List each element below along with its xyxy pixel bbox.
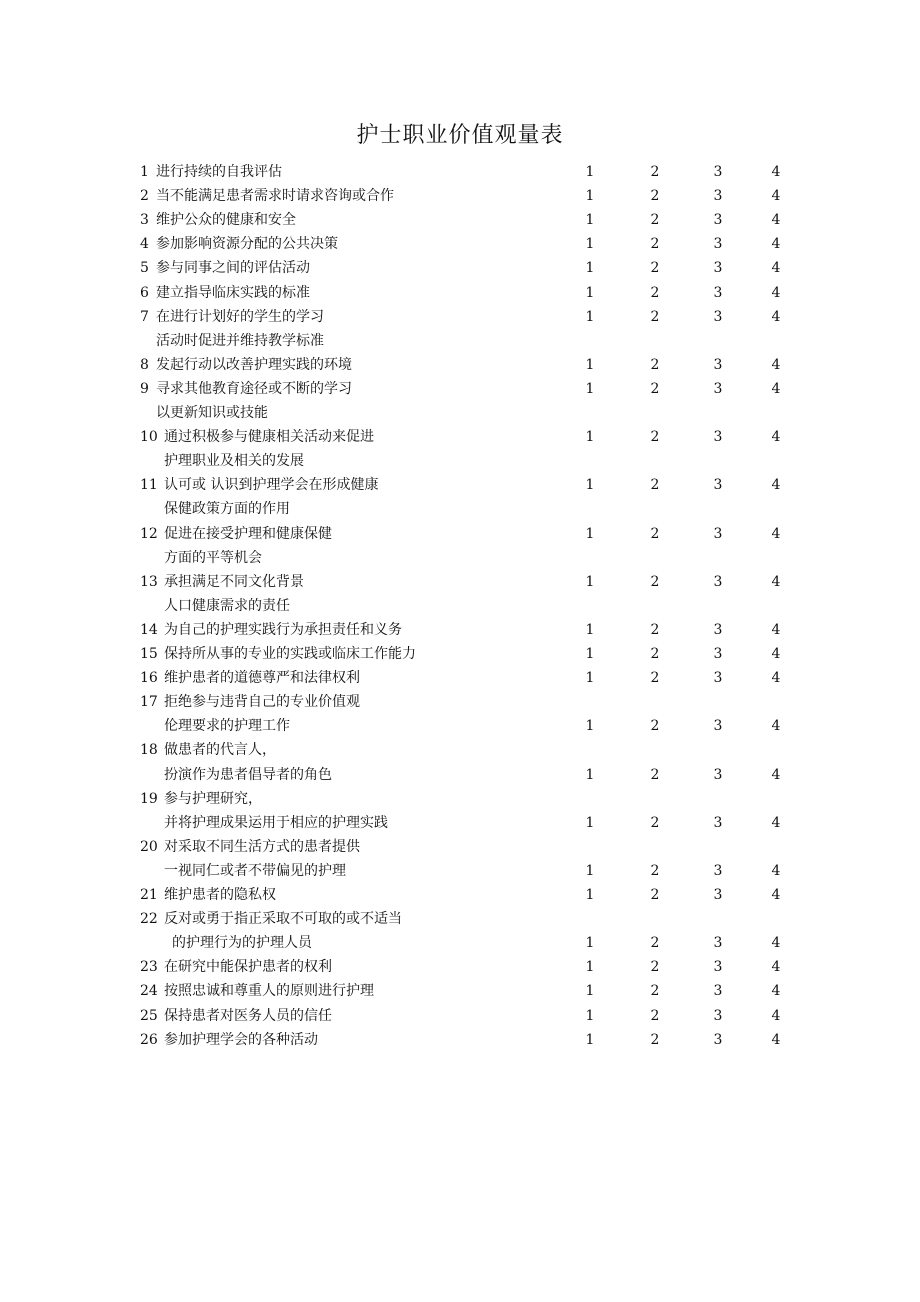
score-option-3[interactable]: 3 bbox=[713, 1031, 723, 1048]
item-row bbox=[0, 425, 920, 449]
item-text: 维护患者的道德尊严和法律权利 bbox=[164, 670, 360, 687]
score-option-4[interactable]: 4 bbox=[771, 477, 781, 494]
score-option-4[interactable]: 4 bbox=[771, 646, 781, 662]
item-row bbox=[0, 353, 920, 377]
score-option-3[interactable]: 3 bbox=[713, 718, 723, 735]
score-option-2[interactable]: 2 bbox=[650, 477, 660, 494]
item-text: 做患者的代言人， bbox=[164, 742, 276, 759]
item-number: 6 bbox=[140, 284, 149, 301]
item-text: 一视同仁或者不带偏见的护理 bbox=[164, 862, 346, 879]
score-option-3[interactable]: 3 bbox=[713, 260, 723, 277]
score-option-1[interactable]: 1 bbox=[585, 429, 595, 446]
score-option-1[interactable]: 1 bbox=[585, 959, 595, 976]
item-text: 参加影响资源分配的公共决策 bbox=[156, 236, 338, 253]
item-row bbox=[0, 449, 920, 473]
item-number: 22 bbox=[140, 911, 158, 928]
score-option-1[interactable]: 1 bbox=[585, 718, 595, 735]
score-option-2[interactable]: 2 bbox=[650, 621, 660, 638]
item-text: 的护理行为的护理人员 bbox=[172, 935, 312, 952]
item-text: 参加护理学会的各种活动 bbox=[164, 1031, 318, 1048]
score-option-4[interactable]: 4 bbox=[771, 525, 781, 542]
score-option-2[interactable]: 2 bbox=[650, 1007, 660, 1024]
score-option-4[interactable]: 4 bbox=[771, 188, 781, 205]
item-number: 26 bbox=[140, 1031, 158, 1048]
score-option-2[interactable]: 2 bbox=[650, 525, 660, 542]
score-option-4[interactable]: 4 bbox=[771, 573, 781, 590]
item-number: 14 bbox=[140, 621, 158, 638]
item-number: 19 bbox=[140, 790, 158, 807]
item-row bbox=[0, 690, 920, 714]
item-row bbox=[0, 787, 920, 811]
score-option-2[interactable]: 2 bbox=[650, 959, 660, 976]
score-option-4[interactable]: 4 bbox=[771, 260, 781, 277]
score-option-4[interactable]: 4 bbox=[771, 718, 781, 735]
item-text: 活动时促进并维持教学标准 bbox=[156, 332, 324, 349]
score-option-3[interactable]: 3 bbox=[713, 814, 723, 831]
score-option-4[interactable]: 4 bbox=[771, 935, 781, 952]
score-option-2[interactable]: 2 bbox=[650, 1031, 660, 1048]
item-row bbox=[0, 546, 920, 570]
score-option-1[interactable]: 1 bbox=[585, 814, 595, 831]
item-number: 15 bbox=[140, 646, 158, 662]
item-number: 9 bbox=[140, 380, 149, 397]
score-option-1[interactable]: 1 bbox=[585, 284, 595, 301]
item-row bbox=[0, 666, 920, 690]
score-option-1[interactable]: 1 bbox=[585, 260, 595, 277]
score-option-2[interactable]: 2 bbox=[650, 236, 660, 253]
item-row bbox=[0, 184, 920, 208]
item-text: 方面的平等机会 bbox=[164, 549, 262, 566]
score-option-2[interactable]: 2 bbox=[650, 260, 660, 277]
score-option-2[interactable]: 2 bbox=[650, 887, 660, 903]
score-option-3[interactable]: 3 bbox=[713, 188, 723, 205]
score-option-1[interactable]: 1 bbox=[585, 935, 595, 952]
item-text: 寻求其他教育途径或不断的学习 bbox=[156, 380, 352, 397]
item-row bbox=[0, 883, 920, 907]
item-row bbox=[0, 160, 920, 184]
item-row bbox=[0, 642, 920, 666]
item-number: 1 bbox=[140, 164, 149, 180]
score-option-4[interactable]: 4 bbox=[771, 380, 781, 397]
item-row bbox=[0, 835, 920, 859]
item-text: 扮演作为患者倡导者的角色 bbox=[164, 766, 332, 783]
score-option-1[interactable]: 1 bbox=[585, 1031, 595, 1048]
score-option-1[interactable]: 1 bbox=[585, 621, 595, 638]
item-text: 拒绝参与违背自己的专业价值观 bbox=[164, 694, 360, 711]
score-option-1[interactable]: 1 bbox=[585, 766, 595, 783]
item-row bbox=[0, 232, 920, 256]
item-row bbox=[0, 305, 920, 329]
item-row bbox=[0, 763, 920, 787]
score-option-4[interactable]: 4 bbox=[771, 1007, 781, 1024]
item-row bbox=[0, 811, 920, 835]
score-option-4[interactable]: 4 bbox=[771, 236, 781, 253]
item-number: 8 bbox=[140, 356, 149, 373]
item-number: 11 bbox=[140, 477, 158, 494]
item-row bbox=[0, 401, 920, 425]
score-option-3[interactable]: 3 bbox=[713, 573, 723, 590]
score-option-2[interactable]: 2 bbox=[650, 670, 660, 687]
item-number: 23 bbox=[140, 959, 158, 976]
score-option-3[interactable]: 3 bbox=[713, 766, 723, 783]
item-number: 12 bbox=[140, 525, 158, 542]
score-option-1[interactable]: 1 bbox=[585, 525, 595, 542]
item-text: 人口健康需求的责任 bbox=[164, 597, 290, 614]
item-number: 3 bbox=[140, 212, 149, 229]
item-text: 参与护理研究， bbox=[164, 790, 262, 807]
item-text: 通过积极参与健康相关活动来促进 bbox=[164, 429, 374, 446]
item-number: 5 bbox=[140, 260, 149, 277]
score-option-3[interactable]: 3 bbox=[713, 429, 723, 446]
item-number: 4 bbox=[140, 236, 149, 253]
score-option-4[interactable]: 4 bbox=[771, 983, 781, 1000]
item-row bbox=[0, 979, 920, 1003]
item-row bbox=[0, 1028, 920, 1052]
score-option-3[interactable]: 3 bbox=[713, 164, 723, 180]
item-text: 并将护理成果运用于相应的护理实践 bbox=[164, 814, 388, 831]
score-option-1[interactable]: 1 bbox=[585, 887, 595, 903]
item-row bbox=[0, 522, 920, 546]
score-option-1[interactable]: 1 bbox=[585, 236, 595, 253]
item-text: 认可或 认识到护理学会在形成健康 bbox=[164, 477, 379, 494]
score-option-1[interactable]: 1 bbox=[585, 983, 595, 1000]
score-option-3[interactable]: 3 bbox=[713, 212, 723, 229]
score-option-3[interactable]: 3 bbox=[713, 670, 723, 687]
item-text: 反对或勇于指正采取不可取的或不适当 bbox=[164, 911, 402, 928]
item-row bbox=[0, 329, 920, 353]
score-option-2[interactable]: 2 bbox=[650, 814, 660, 831]
score-option-4[interactable]: 4 bbox=[771, 621, 781, 638]
score-option-2[interactable]: 2 bbox=[650, 718, 660, 735]
score-option-2[interactable]: 2 bbox=[650, 429, 660, 446]
score-option-1[interactable]: 1 bbox=[585, 1007, 595, 1024]
score-option-3[interactable]: 3 bbox=[713, 959, 723, 976]
score-option-3[interactable]: 3 bbox=[713, 935, 723, 952]
page-title: 护士职业价值观量表 bbox=[356, 123, 564, 148]
item-text: 发起行动以改善护理实践的环境 bbox=[156, 356, 352, 373]
item-number: 18 bbox=[140, 742, 158, 759]
score-option-1[interactable]: 1 bbox=[585, 356, 595, 373]
score-option-3[interactable]: 3 bbox=[713, 646, 723, 662]
score-option-2[interactable]: 2 bbox=[650, 212, 660, 229]
item-number: 24 bbox=[140, 983, 158, 1000]
score-option-3[interactable]: 3 bbox=[713, 862, 723, 879]
item-number: 13 bbox=[140, 573, 158, 590]
score-option-2[interactable]: 2 bbox=[650, 862, 660, 879]
score-option-2[interactable]: 2 bbox=[650, 188, 660, 205]
score-option-4[interactable]: 4 bbox=[771, 1031, 781, 1048]
item-text: 按照忠诚和尊重人的原则进行护理 bbox=[164, 983, 374, 1000]
item-row bbox=[0, 497, 920, 521]
item-row bbox=[0, 955, 920, 979]
item-row bbox=[0, 570, 920, 594]
score-option-4[interactable]: 4 bbox=[771, 429, 781, 446]
item-text: 保持所从事的专业的实践或临床工作能力 bbox=[164, 646, 416, 662]
score-option-1[interactable]: 1 bbox=[585, 164, 595, 180]
score-option-3[interactable]: 3 bbox=[713, 887, 723, 903]
score-option-4[interactable]: 4 bbox=[771, 959, 781, 976]
item-text: 为自己的护理实践行为承担责任和义务 bbox=[164, 621, 402, 638]
item-text: 保持患者对医务人员的信任 bbox=[164, 1007, 332, 1024]
score-option-1[interactable]: 1 bbox=[585, 573, 595, 590]
score-option-4[interactable]: 4 bbox=[771, 766, 781, 783]
item-text: 护理职业及相关的发展 bbox=[164, 453, 304, 470]
item-number: 2 bbox=[140, 188, 149, 205]
item-text: 当不能满足患者需求时请求咨询或合作 bbox=[156, 188, 394, 205]
item-number: 7 bbox=[140, 308, 149, 325]
score-option-3[interactable]: 3 bbox=[713, 1007, 723, 1024]
item-row bbox=[0, 931, 920, 955]
item-text: 促进在接受护理和健康保健 bbox=[164, 525, 332, 542]
score-option-4[interactable]: 4 bbox=[771, 814, 781, 831]
item-row bbox=[0, 208, 920, 232]
score-option-4[interactable]: 4 bbox=[771, 284, 781, 301]
score-option-3[interactable]: 3 bbox=[713, 236, 723, 253]
item-row bbox=[0, 714, 920, 738]
score-option-3[interactable]: 3 bbox=[713, 356, 723, 373]
item-text: 以更新知识或技能 bbox=[156, 405, 268, 421]
item-text: 维护患者的隐私权 bbox=[164, 887, 276, 903]
score-option-2[interactable]: 2 bbox=[650, 380, 660, 397]
item-row bbox=[0, 1004, 920, 1028]
item-number: 20 bbox=[140, 838, 158, 855]
score-option-2[interactable]: 2 bbox=[650, 935, 660, 952]
score-option-2[interactable]: 2 bbox=[650, 766, 660, 783]
score-option-1[interactable]: 1 bbox=[585, 380, 595, 397]
score-option-2[interactable]: 2 bbox=[650, 356, 660, 373]
score-option-1[interactable]: 1 bbox=[585, 188, 595, 205]
item-row bbox=[0, 377, 920, 401]
item-number: 10 bbox=[140, 429, 158, 446]
score-option-2[interactable]: 2 bbox=[650, 164, 660, 180]
item-text: 对采取不同生活方式的患者提供 bbox=[164, 838, 360, 855]
item-text: 建立指导临床实践的标准 bbox=[156, 284, 310, 301]
item-text: 在进行计划好的学生的学习 bbox=[156, 308, 324, 325]
item-number: 21 bbox=[140, 887, 158, 903]
score-option-2[interactable]: 2 bbox=[650, 983, 660, 1000]
item-row bbox=[0, 281, 920, 305]
item-text: 伦理要求的护理工作 bbox=[164, 718, 290, 735]
item-text: 维护公众的健康和安全 bbox=[156, 212, 296, 229]
score-option-3[interactable]: 3 bbox=[713, 621, 723, 638]
score-option-1[interactable]: 1 bbox=[585, 308, 595, 325]
item-text: 在研究中能保护患者的权利 bbox=[164, 959, 332, 976]
score-option-3[interactable]: 3 bbox=[713, 284, 723, 301]
item-row bbox=[0, 907, 920, 931]
score-option-4[interactable]: 4 bbox=[771, 308, 781, 325]
item-row bbox=[0, 738, 920, 762]
score-option-3[interactable]: 3 bbox=[713, 525, 723, 542]
score-option-4[interactable]: 4 bbox=[771, 356, 781, 373]
score-option-1[interactable]: 1 bbox=[585, 477, 595, 494]
item-text: 参与同事之间的评估活动 bbox=[156, 260, 310, 277]
item-row bbox=[0, 256, 920, 280]
score-option-2[interactable]: 2 bbox=[650, 284, 660, 301]
score-option-1[interactable]: 1 bbox=[585, 670, 595, 687]
score-option-4[interactable]: 4 bbox=[771, 670, 781, 687]
score-option-1[interactable]: 1 bbox=[585, 646, 595, 662]
score-option-3[interactable]: 3 bbox=[713, 983, 723, 1000]
item-number: 16 bbox=[140, 670, 158, 687]
item-row bbox=[0, 594, 920, 618]
item-number: 17 bbox=[140, 694, 158, 711]
score-option-4[interactable]: 4 bbox=[771, 164, 781, 180]
item-text: 保健政策方面的作用 bbox=[164, 501, 290, 518]
item-row bbox=[0, 473, 920, 497]
score-option-3[interactable]: 3 bbox=[713, 477, 723, 494]
score-option-2[interactable]: 2 bbox=[650, 573, 660, 590]
item-row bbox=[0, 859, 920, 883]
score-option-4[interactable]: 4 bbox=[771, 887, 781, 903]
score-option-4[interactable]: 4 bbox=[771, 862, 781, 879]
item-text: 进行持续的自我评估 bbox=[156, 164, 282, 180]
score-option-4[interactable]: 4 bbox=[771, 212, 781, 229]
item-number: 25 bbox=[140, 1007, 158, 1024]
score-option-1[interactable]: 1 bbox=[585, 862, 595, 879]
score-option-2[interactable]: 2 bbox=[650, 646, 660, 662]
score-option-1[interactable]: 1 bbox=[585, 212, 595, 229]
score-option-3[interactable]: 3 bbox=[713, 380, 723, 397]
item-row bbox=[0, 618, 920, 642]
score-option-2[interactable]: 2 bbox=[650, 308, 660, 325]
score-option-3[interactable]: 3 bbox=[713, 308, 723, 325]
item-text: 承担满足不同文化背景 bbox=[164, 573, 304, 590]
